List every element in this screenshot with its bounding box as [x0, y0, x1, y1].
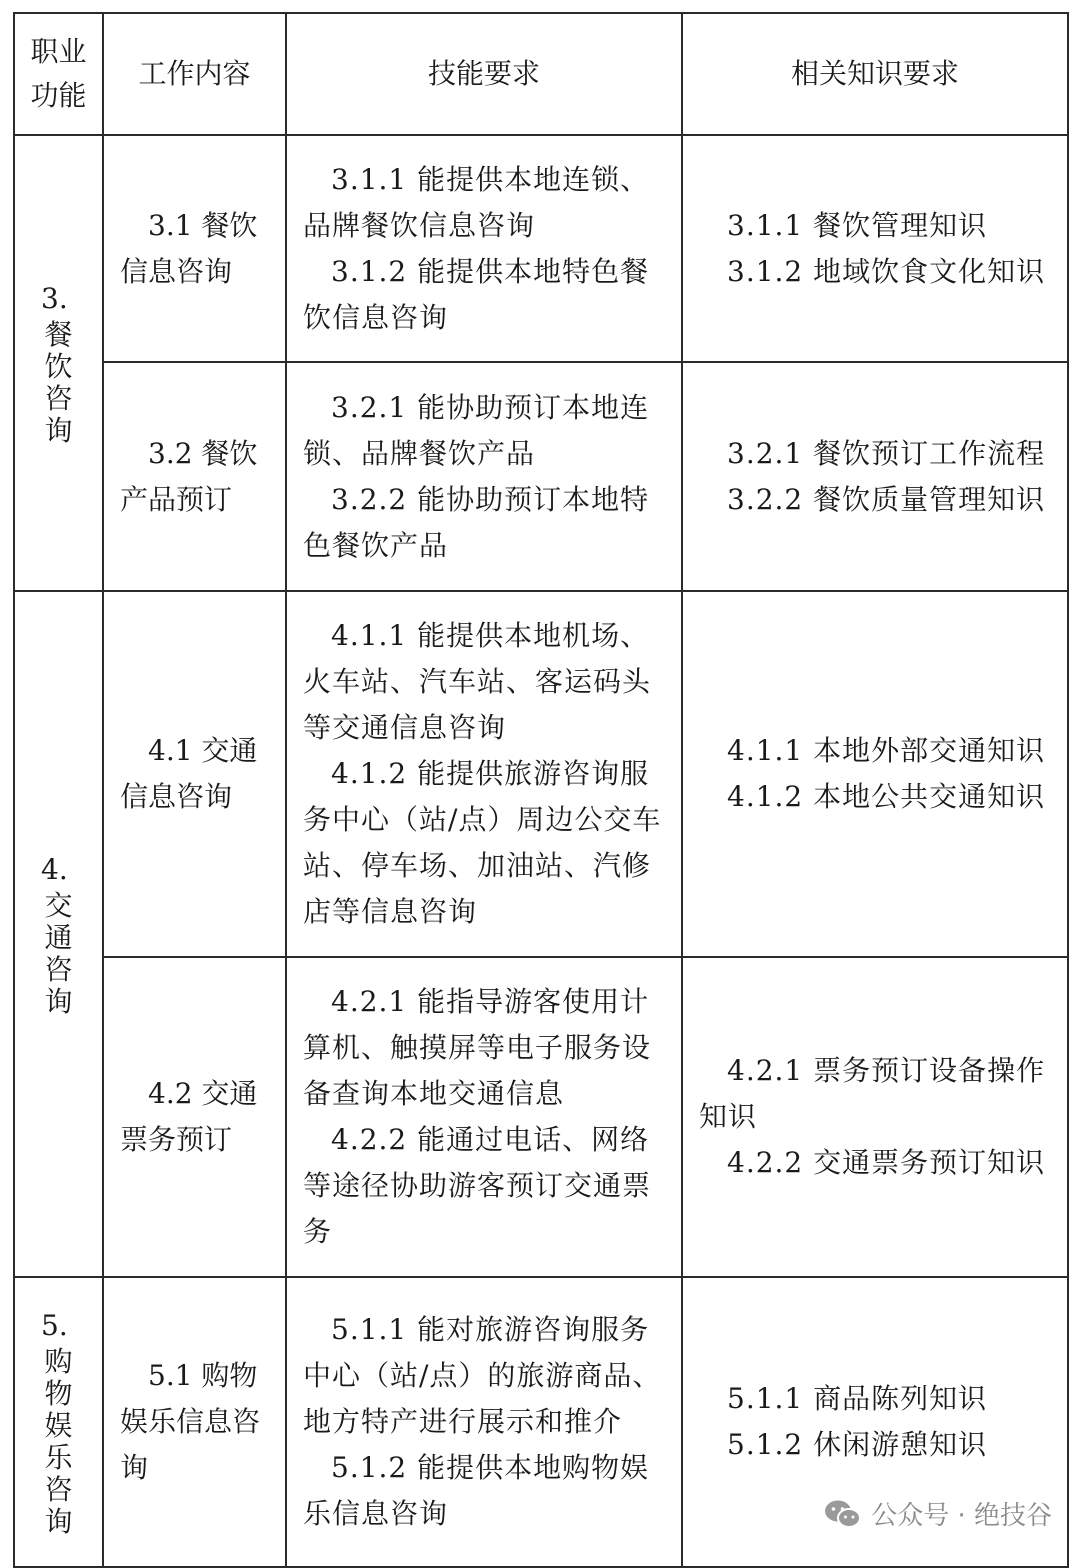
- header-work: 工作内容: [103, 13, 286, 135]
- table-row: [14, 135, 1068, 362]
- table-row: [14, 957, 1068, 1277]
- table-row: [14, 362, 1068, 591]
- skill-cell: 3.2.1 能协助预订本地连锁、品牌餐饮产品 3.2.2 能协助预订本地特色餐饮产品: [286, 362, 682, 591]
- wechat-icon: [823, 1498, 863, 1530]
- knowledge-cell: 3.1.1 餐饮管理知识 3.1.2 地域饮食文化知识: [682, 135, 1068, 362]
- work-cell: 3.2 餐饮产品预订: [103, 362, 286, 591]
- watermark: [819, 1495, 1056, 1532]
- skill-cell: 5.1.1 能对旅游咨询服务中心（站/点）的旅游商品、地方特产进行展示和推介 5.1.2 能提供本地购物娱乐信息咨询: [286, 1277, 682, 1567]
- work-cell: 4.1 交通信息咨询: [103, 591, 286, 957]
- function-cell-5: 5. 购物娱乐咨询: [14, 1277, 103, 1567]
- work-cell: 4.2 交通票务预订: [103, 957, 286, 1277]
- occupation-standard-table: [13, 12, 1069, 1568]
- skill-cell: 4.1.1 能提供本地机场、火车站、汽车站、客运码头等交通信息咨询 4.1.2 能提供旅游咨询服务中心（站/点）周边公交车站、停车场、加油站、汽修店等信息咨询: [286, 591, 682, 957]
- knowledge-cell: 4.2.1 票务预订设备操作知识 4.2.2 交通票务预订知识: [682, 957, 1068, 1277]
- knowledge-cell: 3.2.1 餐饮预订工作流程 3.2.2 餐饮质量管理知识: [682, 362, 1068, 591]
- work-cell: 3.1 餐饮信息咨询: [103, 135, 286, 362]
- header-skill: 技能要求: [286, 13, 682, 135]
- watermark-text: 公众号 · 绝技谷: [871, 1501, 1052, 1531]
- work-cell: 5.1 购物娱乐信息咨询: [103, 1277, 286, 1567]
- header-knowledge: 相关知识要求: [682, 13, 1068, 135]
- function-cell-4: 4. 交通咨询: [14, 591, 103, 1277]
- header-function: 职业功能: [14, 13, 103, 135]
- knowledge-cell: 4.1.1 本地外部交通知识 4.1.2 本地公共交通知识: [682, 591, 1068, 957]
- skill-cell: 4.2.1 能指导游客使用计算机、触摸屏等电子服务设备查询本地交通信息 4.2.2 能通过电话、网络等途径协助游客预订交通票务: [286, 957, 682, 1277]
- skill-cell: 3.1.1 能提供本地连锁、品牌餐饮信息咨询 3.1.2 能提供本地特色餐饮信息咨询: [286, 135, 682, 362]
- table-header-row: [14, 13, 1068, 135]
- table-row: [14, 591, 1068, 957]
- knowledge-cell: 5.1.1 商品陈列知识 5.1.2 休闲游憩知识: [682, 1277, 1068, 1567]
- function-cell-3: 3. 餐饮咨询: [14, 135, 103, 591]
